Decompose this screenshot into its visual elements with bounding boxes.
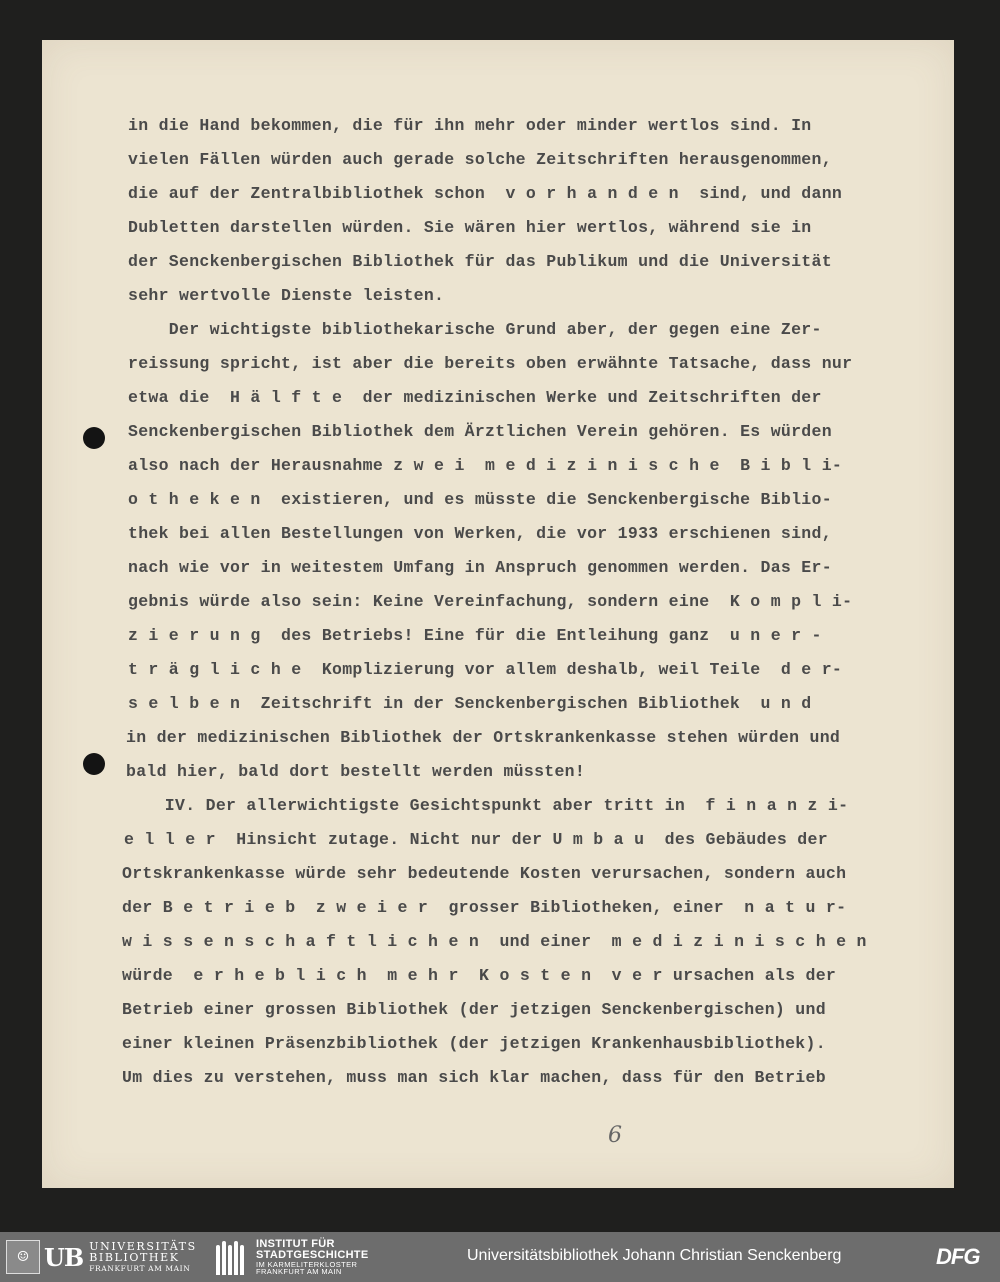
text-line: Ortskrankenkasse würde sehr bedeutende Kosten verursachen, sondern auch xyxy=(122,864,847,883)
ub-mark: UB xyxy=(44,1242,84,1272)
text-line: würde e r h e b l i c h m e h r K o s t e n v e r ursachen als der xyxy=(122,966,837,985)
punch-hole xyxy=(83,753,105,775)
isg-line4: FRANKFURT AM MAIN xyxy=(256,1267,342,1276)
text-line: Dubletten darstellen würden. Sie wären hier wertlos, während sie in xyxy=(128,218,812,237)
text-line: einer kleinen Präsenzbibliothek (der jetzigen Krankenhausbibliothek). xyxy=(122,1034,826,1053)
isg-line2: STADTGESCHICHTE xyxy=(256,1248,369,1261)
text-line: Der wichtigste bibliothekarische Grund aber, der gegen eine Zer- xyxy=(128,320,822,339)
text-line: der B e t r i e b z w e i e r grosser Bibliotheken, einer n a t u r- xyxy=(122,898,847,917)
isg-name xyxy=(256,1239,368,1276)
page-number: 6 xyxy=(608,1123,622,1148)
ub-name xyxy=(89,1241,197,1273)
isg-logo[interactable] xyxy=(216,1239,368,1275)
text-line: thek bei allen Bestellungen von Werken, die vor 1933 erschienen sind, xyxy=(128,524,832,543)
ub-line3: FRANKFURT AM MAIN xyxy=(89,1264,191,1274)
text-line: gebnis würde also sein: Keine Vereinfachung, sondern eine K o m p l i- xyxy=(128,592,853,611)
text-line: in der medizinischen Bibliothek der Ortskrankenkasse stehen würden und xyxy=(126,728,841,747)
text-line: etwa die H ä l f t e der medizinischen Werke und Zeitschriften der xyxy=(128,388,822,407)
document-page xyxy=(42,40,954,1188)
text-line: t r ä g l i c h e Komplizierung vor allem deshalb, weil Teile d e r- xyxy=(128,660,843,679)
text-line: Senckenbergischen Bibliothek dem Ärztlichen Verein gehören. Es würden xyxy=(128,422,832,441)
text-line: Betrieb einer grossen Bibliothek (der jetzigen Senckenbergischen) und xyxy=(122,1000,826,1019)
isg-line3: IM KARMELITERKLOSTER xyxy=(256,1259,358,1269)
text-line: o t h e k e n existieren, und es müsste die Senckenbergische Biblio- xyxy=(128,490,832,509)
text-line: bald hier, bald dort bestellt werden müssten! xyxy=(126,762,586,781)
text-line: z i e r u n g des Betriebs! Eine für die Entleihung ganz u n e r - xyxy=(128,626,822,645)
punch-hole xyxy=(83,427,105,449)
text-line: in die Hand bekommen, die für ihn mehr oder minder wertlos sind. In xyxy=(128,116,812,135)
text-line: Um dies zu verstehen, muss man sich klar machen, dass für den Betrieb xyxy=(122,1068,826,1087)
text-line: e l l e r Hinsicht zutage. Nicht nur der U m b a u des Gebäudes der xyxy=(124,830,828,849)
ub-line1: UNIVERSITÄTS xyxy=(89,1240,197,1254)
text-line: die auf der Zentralbibliothek schon v o r h a n d e n sind, und dann xyxy=(128,184,843,203)
text-line: w i s s e n s c h a f t l i c h e n und einer m e d i z i n i s c h e n xyxy=(122,932,867,951)
ub-line2: BIBLIOTHEK xyxy=(89,1251,180,1265)
text-line: IV. Der allerwichtigste Gesichtspunkt aber tritt in f i n a n z i- xyxy=(124,796,849,815)
text-line: nach wie vor in weitestem Umfang in Anspruch genommen werden. Das Er- xyxy=(128,558,832,577)
footer-bar xyxy=(0,1232,1000,1282)
text-line: sehr wertvolle Dienste leisten. xyxy=(128,286,445,305)
ub-logo[interactable] xyxy=(6,1240,197,1274)
text-line: reissung spricht, ist aber die bereits oben erwähnte Tatsache, dass nur xyxy=(128,354,853,373)
isg-line1: INSTITUT FÜR xyxy=(256,1237,335,1250)
text-line: vielen Fällen würden auch gerade solche Zeitschriften herausgenommen, xyxy=(128,150,832,169)
text-line: der Senckenbergischen Bibliothek für das Publikum und die Universität xyxy=(128,252,832,271)
library-title: Universitätsbibliothek Johann Christian Senckenberg xyxy=(467,1247,842,1264)
dfg-logo[interactable]: DFG xyxy=(936,1244,980,1269)
cloister-arches-icon xyxy=(216,1239,248,1275)
text-line: s e l b e n Zeitschrift in der Senckenbergischen Bibliothek u n d xyxy=(128,694,812,713)
portrait-emblem-icon: ☺ xyxy=(6,1240,40,1274)
text-line: also nach der Herausnahme z w e i m e d i z i n i s c h e B i b l i- xyxy=(128,456,843,475)
